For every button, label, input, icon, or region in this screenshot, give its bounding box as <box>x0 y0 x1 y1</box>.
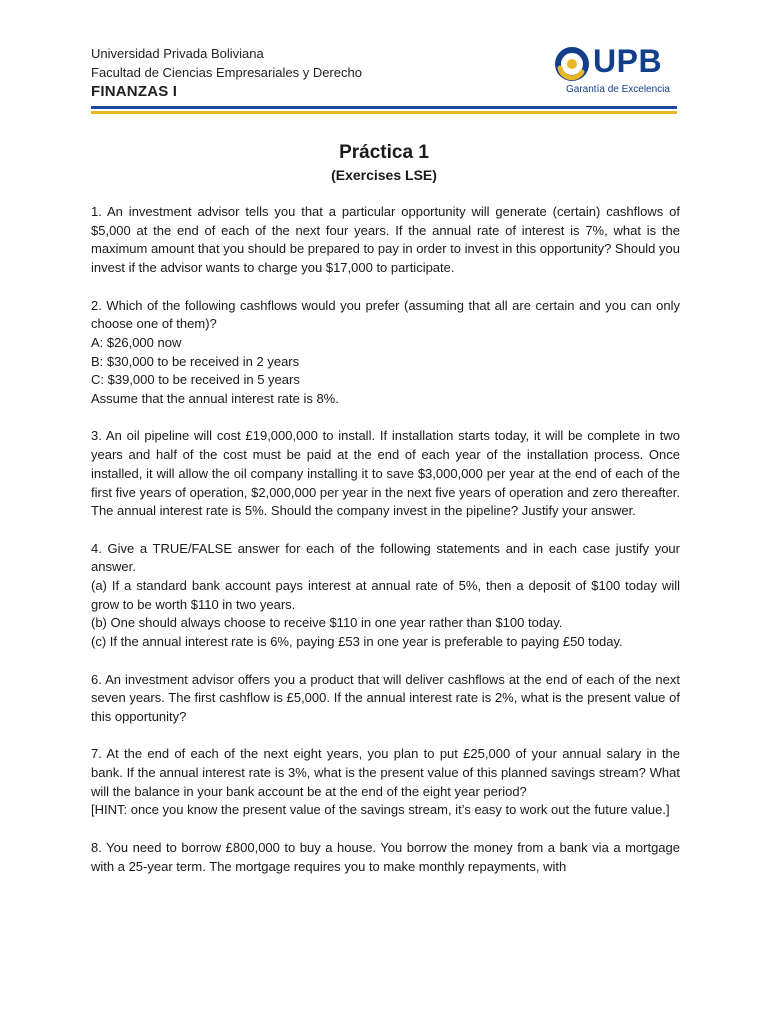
university-name: Universidad Privada Boliviana <box>91 46 264 61</box>
upb-emblem-icon <box>554 46 590 82</box>
exercise-paragraph: 7. At the end of each of the next eight years, you plan to put £25,000 of your annual salary in the bank. If the annual interest rate is 3%, what is the present value of this planned savings stream? What will the balance in your bank account be at the end of the eight year period? <box>91 746 680 799</box>
page-title: Práctica 1 <box>339 142 429 163</box>
faculty-name: Facultad de Ciencias Empresariales y Derecho <box>91 65 362 80</box>
exercise-paragraph: [HINT: once you know the present value of the savings stream, it’s easy to work out the future value.] <box>91 802 670 818</box>
exercise-paragraph: 1. An investment advisor tells you that a particular opportunity will generate (certain) cashflows of $5,000 at the end of each of the next four years. If the annual rate of interest is 7%, what is the maximum amount that you should be prepared to pay in order to invest in this opportunity? Should you invest if the advisor wants to charge you $17,000 to participate. <box>91 204 680 276</box>
exercise-item <box>91 203 680 278</box>
exercise-item <box>91 540 680 652</box>
exercise-item <box>91 839 680 876</box>
exercise-paragraph: Assume that the annual interest rate is 8%. <box>91 391 339 407</box>
exercise-paragraph: C: $39,000 to be received in 5 years <box>91 372 300 388</box>
exercise-paragraph: (c) If the annual interest rate is 6%, paying £53 in one year is preferable to paying £50 today. <box>91 634 623 650</box>
exercise-list <box>91 203 680 895</box>
exercise-paragraph: (a) If a standard bank account pays interest at annual rate of 5%, then a deposit of $100 today will grow to be worth $110 in two years. <box>91 578 680 612</box>
header-rule-blue <box>91 106 677 109</box>
logo-wordmark: UPB <box>593 43 663 79</box>
exercise-item <box>91 297 680 409</box>
exercise-item <box>91 427 680 521</box>
page-subtitle: (Exercises LSE) <box>331 167 437 183</box>
exercise-item <box>91 745 680 820</box>
exercise-paragraph: 3. An oil pipeline will cost £19,000,000 to install. If installation starts today, it will be complete in two years and half of the cost must be paid at the end of each year of the installation process. Once installed, it will allow the oil company installing it to save $3,000,000 per year at the end of each of the first five years of operation, $2,000,000 per year in the next five years of operation and zero thereafter. The annual interest rate is 5%. Should the company invest in the pipeline? Justify your answer. <box>91 428 680 519</box>
logo-tagline: Garantía de Excelencia <box>566 84 670 95</box>
exercise-paragraph: A: $26,000 now <box>91 334 182 350</box>
exercise-paragraph: 2. Which of the following cashflows would you prefer (assuming that all are certain and you can only choose one of them)? <box>91 297 680 332</box>
exercise-paragraph: 4. Give a TRUE/FALSE answer for each of the following statements and in each case justify your answer. <box>91 540 680 575</box>
exercise-paragraph: (b) One should always choose to receive $110 in one year rather than $100 today. <box>91 615 563 631</box>
exercise-paragraph: 6. An investment advisor offers you a product that will deliver cashflows at the end of each of the next seven years. The first cashflow is £5,000. If the annual interest rate is 2%, what is the present value of this opportunity? <box>91 671 680 724</box>
upb-logo <box>554 40 678 100</box>
exercise-item <box>91 671 680 727</box>
exercise-paragraph: B: $30,000 to be received in 2 years <box>91 353 300 369</box>
header-rule-gold <box>91 111 677 114</box>
course-name: FINANZAS I <box>91 83 178 100</box>
exercise-paragraph: 8. You need to borrow £800,000 to buy a house. You borrow the money from a bank via a mortgage with a 25-year term. The mortgage requires you to make monthly repayments, with <box>91 839 680 874</box>
